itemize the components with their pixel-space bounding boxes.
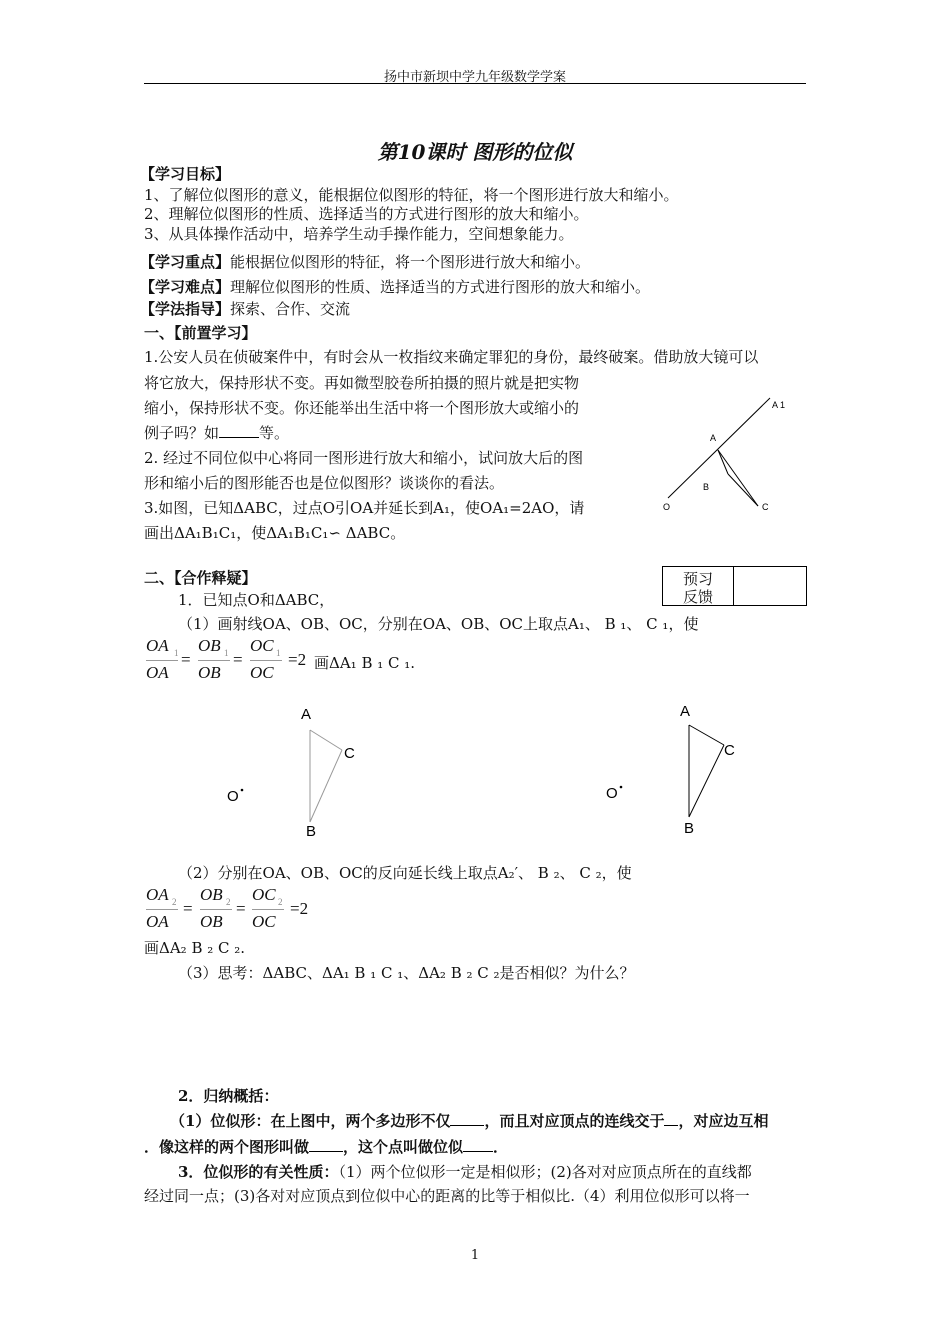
label-c: C <box>762 502 769 512</box>
summary-p1-start: （1）位似形：在上图中，两个多边形不仅 <box>170 1112 451 1130</box>
fraction-denominator: OA <box>146 912 169 931</box>
fraction-numerator: OA <box>146 885 169 904</box>
lesson-title: 第10课时 图形的位似 <box>377 140 573 164</box>
objective-1: 1、了解位似图形的意义，能根据位似图形的特征，将一个图形进行放大和缩小。 <box>144 186 679 204</box>
ray-oa <box>668 398 770 498</box>
fill-blank[interactable] <box>664 1125 678 1126</box>
key-point-text: 能根据位似图形的特征，将一个图形进行放大和缩小。 <box>230 253 591 271</box>
triangle-side-bc <box>728 474 758 506</box>
key-point-label: 【学习重点】 <box>140 253 231 271</box>
fraction-subscript: 2 <box>172 897 177 907</box>
objective-2: 2、理解位似图形的性质、选择适当的方式进行图形的放大和缩小。 <box>144 205 589 223</box>
section1-line-1: 1.公安人员在侦破案件中，有时会从一枚指纹来确定罪犯的身份，最终破案。借助放大镜可以 <box>144 348 759 366</box>
question-1-part2: （2）分别在OA、OB、OC的反向延长线上取点A₂′、 B ₂、 C ₂，使 <box>178 864 632 882</box>
difficulty-label: 【学习难点】 <box>140 278 231 296</box>
label-a: A <box>710 433 717 443</box>
equals-sign: = <box>181 650 191 669</box>
fraction-bar <box>146 660 178 661</box>
side-bc <box>310 750 342 822</box>
objective-3: 3、从具体操作活动中，培养学生动手操作能力，空间想象能力。 <box>144 225 574 243</box>
fill-blank[interactable] <box>309 1151 343 1152</box>
fraction-subscript: 2 <box>278 897 283 907</box>
method-text: 探索、合作、交流 <box>230 300 351 318</box>
box-label-line1: 预习 <box>683 570 714 588</box>
fraction-numerator: OC <box>250 636 274 655</box>
figure-triangle-ray <box>650 390 810 520</box>
section1-heading: 一、【前置学习】 <box>144 324 257 342</box>
label-a: A <box>301 706 312 723</box>
label-a1: A 1 <box>772 400 786 410</box>
label-o: O <box>606 785 618 802</box>
fraction-bar <box>198 660 230 661</box>
fraction-bar <box>250 660 282 661</box>
fill-blank[interactable] <box>450 1125 484 1126</box>
label-b: B <box>306 823 317 840</box>
fraction-numerator: OC <box>252 885 276 904</box>
summary-p3-text: （1）两个位似形一定是相似形；(2)各对对应顶点所在的直线都 <box>338 1163 752 1181</box>
section1-line-8: 画出ΔA₁B₁C₁，使ΔA₁B₁C₁∽ ΔABC。 <box>144 524 406 542</box>
side-ac <box>310 730 342 750</box>
label-o: O <box>663 502 671 512</box>
side-bc <box>689 745 724 817</box>
fraction-numerator: OB <box>198 636 221 655</box>
difficulty <box>140 276 650 297</box>
fraction-bar <box>252 909 284 910</box>
difficulty-text: 理解位似图形的性质、选择适当的方式进行图形的放大和缩小。 <box>230 278 651 296</box>
preview-feedback-box[interactable] <box>662 566 807 606</box>
side-ac <box>689 725 724 745</box>
fraction-subscript: 1 <box>174 648 179 658</box>
question-1-part2-tail: 画ΔA₂ B ₂ C ₂. <box>144 939 246 957</box>
question-1-part3: （3）思考：ΔABC、ΔA₁ B ₁ C ₁、ΔA₂ B ₂ C ₂是否相似？为什么？ <box>178 964 635 982</box>
fraction-subscript: 2 <box>226 897 231 907</box>
summary-p1-end: ，对应边互相 <box>678 1112 769 1130</box>
fraction-bar <box>146 909 178 910</box>
section2-heading: 二、【合作释疑】 <box>144 569 257 587</box>
section1-line-5: 2. 经过不同位似中心将同一图形进行放大和缩小，试问放大后的图 <box>144 449 584 467</box>
fraction-rhs: =2 <box>288 650 307 669</box>
header-rule <box>144 83 806 84</box>
figure-triangle-left <box>220 700 380 840</box>
equals-sign: = <box>236 899 246 918</box>
label-a: A <box>680 703 691 720</box>
summary-p3-label: 3．位似形的有关性质： <box>178 1163 339 1181</box>
section1-line-4 <box>144 422 289 443</box>
equals-sign: = <box>233 650 243 669</box>
section1-example-suffix: 等。 <box>259 424 290 442</box>
label-c: C <box>724 742 735 759</box>
section1-line-7: 3.如图，已知ΔABC，过点O引OA并延长到A₁，使OA₁=2AO，请 <box>144 499 585 517</box>
box-divider <box>733 567 734 605</box>
label-c: C <box>344 745 355 762</box>
label-b: B <box>703 482 710 492</box>
question-1-part1: （1）画射线OA、OB、OC，分别在OA、OB、OC上取点A₁、 B ₁、 C ₁，使 <box>178 615 699 633</box>
fraction-denominator: OB <box>198 663 221 682</box>
page-number: 1 <box>470 1248 480 1263</box>
summary-p4: 经过同一点；(3)各对对应顶点到位似中心的距离的比等于相似比.（4）利用位似形可以将一 <box>144 1187 750 1205</box>
summary-p2 <box>144 1136 508 1157</box>
fraction-numerator: OA <box>146 636 169 655</box>
fill-blank[interactable] <box>219 437 259 438</box>
fraction-denominator: OC <box>250 663 274 682</box>
fraction-rhs: =2 <box>290 899 309 918</box>
fraction-denominator: OB <box>200 912 223 931</box>
fraction-bar <box>200 909 232 910</box>
summary-p1 <box>170 1110 768 1131</box>
summary-heading: 2．归纳概括： <box>178 1087 279 1105</box>
summary-p2-start: ．像这样的两个图形叫做 <box>144 1138 310 1156</box>
fraction-numerator: OB <box>200 885 223 904</box>
triangle-side-ac <box>718 450 758 506</box>
summary-p1-mid: ，而且对应顶点的连线交于 <box>484 1112 665 1130</box>
point-o <box>241 789 244 792</box>
fill-blank[interactable] <box>463 1151 493 1152</box>
label-o: O <box>227 788 239 805</box>
fraction-denominator: OA <box>146 663 169 682</box>
label-b: B <box>684 820 695 837</box>
section1-line-3: 缩小，保持形状不变。你还能举出生活中将一个图形放大或缩小的 <box>144 399 580 417</box>
fraction-denominator: OC <box>252 912 276 931</box>
figure-triangle-right <box>600 697 760 837</box>
section1-example-prefix: 例子吗？如 <box>144 424 220 442</box>
objectives-heading: 【学习目标】 <box>140 165 231 183</box>
page-header: 扬中市新坝中学九年级数学学案 <box>383 70 566 85</box>
method <box>140 298 350 319</box>
box-label-line2: 反馈 <box>683 588 714 606</box>
key-point <box>140 251 590 272</box>
point-o <box>620 786 623 789</box>
method-label: 【学法指导】 <box>140 300 231 318</box>
equals-sign: = <box>183 899 193 918</box>
question-1: 1．已知点O和ΔABC， <box>178 591 335 609</box>
summary-p2-mid: ，这个点叫做位似 <box>343 1138 464 1156</box>
fraction-tail: 画ΔA₁ B ₁ C ₁. <box>314 654 416 672</box>
section1-line-2: 将它放大，保持形状不变。再如微型胶卷所拍摄的照片就是把实物 <box>144 374 580 392</box>
fraction-subscript: 1 <box>224 648 229 658</box>
summary-p2-end: ． <box>493 1138 509 1156</box>
section1-line-6: 形和缩小后的图形能否也是位似图形？谈谈你的看法。 <box>144 474 505 492</box>
fraction-subscript: 1 <box>276 648 281 658</box>
summary-p3 <box>178 1161 752 1182</box>
